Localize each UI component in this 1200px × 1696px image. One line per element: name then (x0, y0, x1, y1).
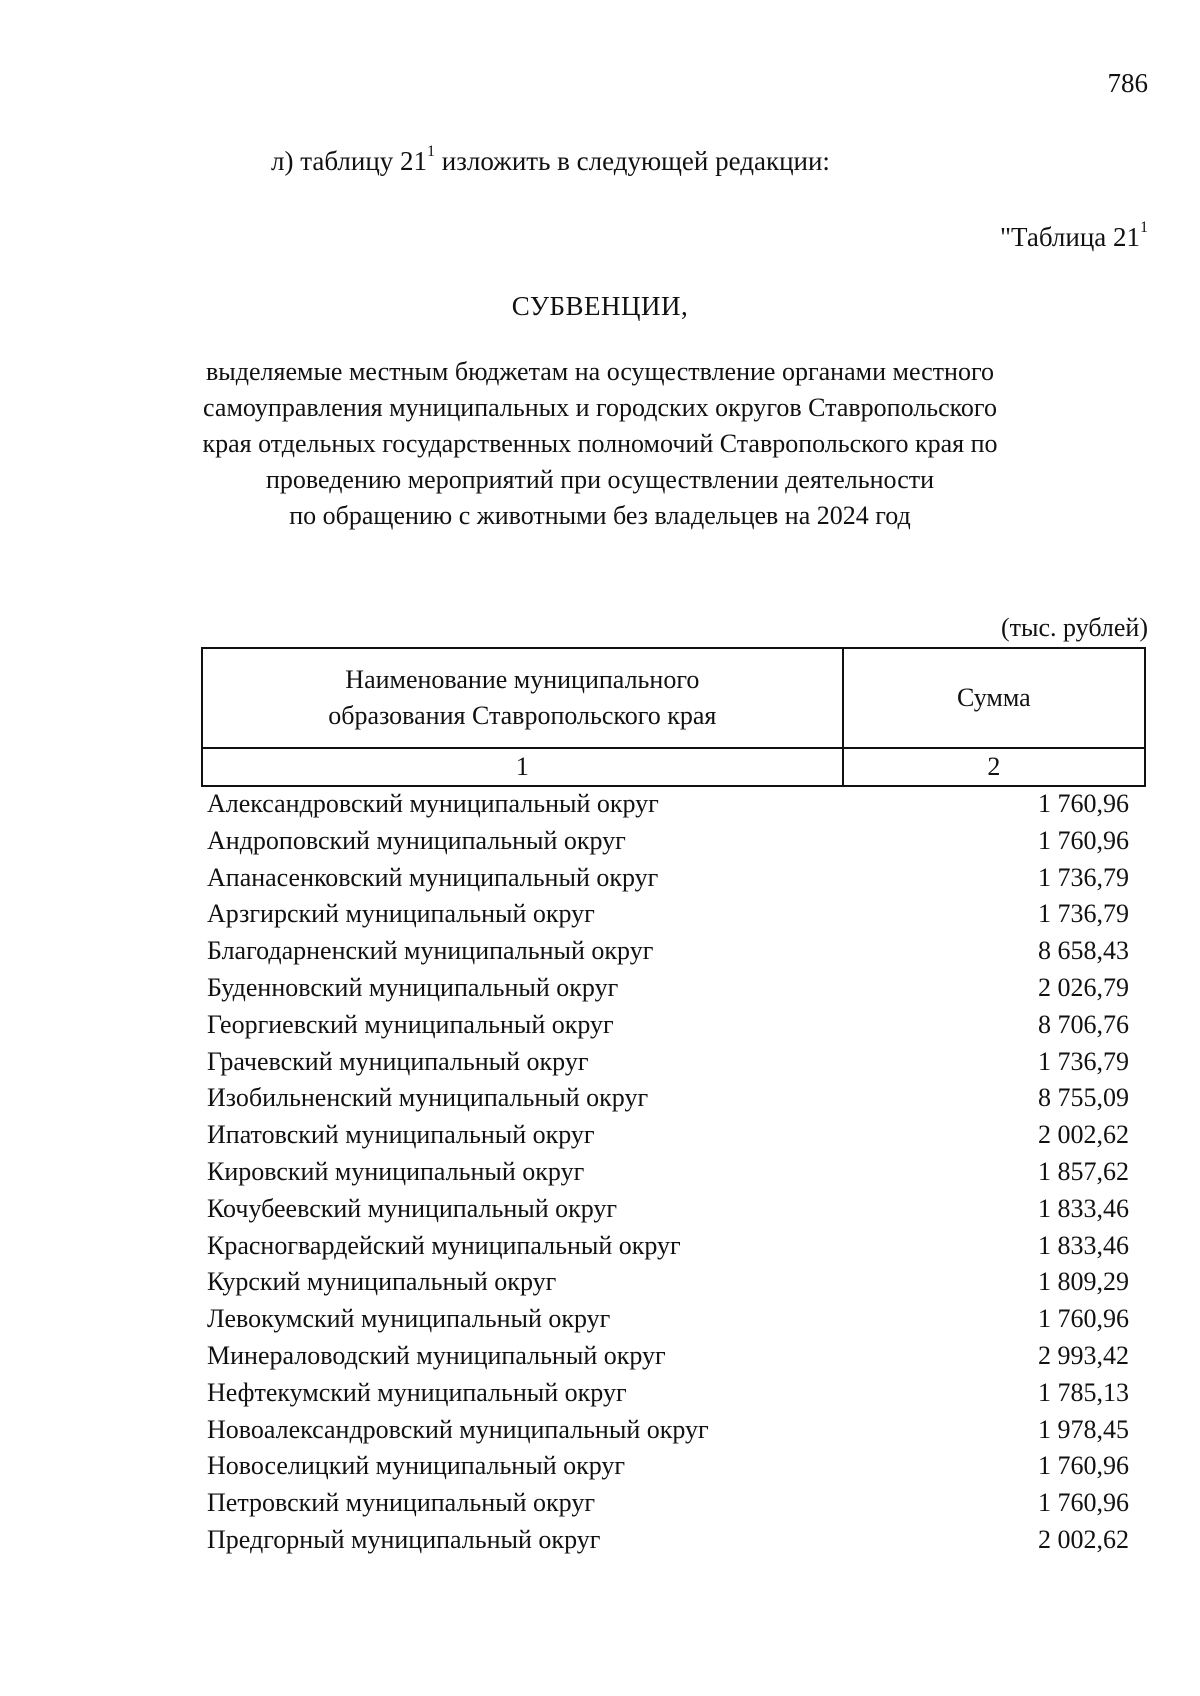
row-value: 1 809,29 (1038, 1267, 1129, 1297)
row-value: 1 760,96 (1038, 1304, 1129, 1334)
table-row (207, 823, 1129, 860)
row-name: Грачевский муниципальный округ (207, 1046, 589, 1076)
table-row (207, 1154, 1129, 1191)
row-value: 8 755,09 (1038, 1083, 1129, 1113)
subtitle-line: проведению мероприятий при осуществлении деятельности (265, 465, 935, 494)
table-row (207, 1228, 1129, 1265)
units-label: (тыс. рублей) (1000, 613, 1148, 642)
row-value: 8 658,43 (1038, 936, 1129, 966)
row-name: Ипатовский муниципальный округ (207, 1120, 595, 1150)
table-row (207, 896, 1129, 933)
row-name: Андроповский муниципальный округ (207, 825, 626, 855)
table-row (207, 1301, 1129, 1338)
subtitle-line: выделяемые местным бюджетам на осуществление органами местного (206, 357, 994, 386)
row-name: Нефтекумский муниципальный округ (207, 1377, 627, 1407)
table-row (207, 1007, 1129, 1044)
header-name-line: образования Ставропольского края (328, 701, 717, 730)
row-name: Александровский муниципальный округ (207, 789, 659, 818)
table-row (207, 1080, 1129, 1117)
row-name: Кировский муниципальный округ (207, 1156, 585, 1186)
row-name: Арзгирский муниципальный округ (207, 899, 595, 929)
row-value: 1 760,96 (1038, 1451, 1129, 1481)
table-row (207, 1264, 1129, 1301)
column-number-2: 2 (843, 748, 1145, 786)
row-value: 1 760,96 (1038, 825, 1129, 855)
subtitle-line: края отдельных государственных полномочий Ставропольского края по (202, 429, 998, 458)
header-name-line: Наименование муниципального (345, 665, 700, 694)
table-row (207, 933, 1129, 970)
intro-text (271, 143, 830, 177)
row-name: Красногвардейский муниципальный округ (207, 1230, 681, 1260)
table-label (1000, 219, 1148, 253)
row-name: Новоселицкий муниципальный округ (207, 1451, 626, 1481)
table-row (207, 1191, 1129, 1228)
row-name: Апанасенковский муниципальный округ (207, 862, 659, 892)
table-row (207, 786, 1129, 823)
row-value: 2 993,42 (1038, 1340, 1129, 1370)
row-name: Предгорный муниципальный округ (207, 1524, 601, 1554)
row-name: Новоалександровский муниципальный округ (207, 1414, 709, 1444)
row-value: 2 002,62 (1038, 1120, 1129, 1150)
header-name-cell (202, 648, 843, 748)
row-name: Курский муниципальный округ (207, 1267, 557, 1297)
row-name: Георгиевский муниципальный округ (207, 1009, 614, 1039)
row-value: 2 002,62 (1038, 1524, 1129, 1554)
table-row (207, 1522, 1129, 1559)
table-body (207, 786, 1129, 1559)
row-name: Благодарненский муниципальный округ (207, 936, 654, 966)
page-number: 786 (1107, 68, 1148, 98)
column-number-1: 1 (202, 748, 843, 786)
row-value: 2 026,79 (1038, 972, 1129, 1002)
subtitle-line: по обращению с животными без владельцев на 2024 год (289, 501, 911, 530)
row-value: 1 857,62 (1038, 1156, 1129, 1186)
table-header (201, 647, 1146, 787)
row-value: 1 736,79 (1038, 862, 1129, 892)
table-row (207, 860, 1129, 897)
intro-superscript: 1 (427, 143, 436, 160)
row-name: Минераловодский муниципальный округ (207, 1340, 666, 1370)
row-value: 1 833,46 (1038, 1230, 1129, 1260)
row-value: 1 978,45 (1038, 1414, 1129, 1444)
table-label-superscript: 1 (1140, 219, 1148, 236)
table-row (207, 1117, 1129, 1154)
table-row (207, 1448, 1129, 1485)
table-label-text: "Таблица 21 (1000, 222, 1140, 252)
row-value: 1 736,79 (1038, 1046, 1129, 1076)
row-value: 1 736,79 (1038, 899, 1129, 929)
row-name: Кочубеевский муниципальный округ (207, 1193, 618, 1223)
table-row (207, 1375, 1129, 1412)
row-value: 1 760,96 (1038, 1488, 1129, 1518)
document-subtitle (0, 354, 1200, 534)
header-sum-cell: Сумма (843, 648, 1145, 748)
table-row (207, 1044, 1129, 1081)
intro-after: изложить в следующей редакции: (435, 146, 830, 176)
table-row (207, 970, 1129, 1007)
row-name: Буденновский муниципальный округ (207, 972, 619, 1002)
row-name: Левокумский муниципальный округ (207, 1304, 611, 1334)
row-value: 1 760,96 (1038, 789, 1129, 818)
intro-before: л) таблицу 21 (271, 146, 428, 176)
row-value: 1 833,46 (1038, 1193, 1129, 1223)
row-value: 8 706,76 (1038, 1009, 1129, 1039)
table-row (207, 1412, 1129, 1449)
table-row (207, 1485, 1129, 1522)
table-row (207, 1338, 1129, 1375)
document-heading: СУБВЕНЦИИ, (511, 291, 689, 321)
row-value: 1 785,13 (1038, 1377, 1129, 1407)
row-name: Петровский муниципальный округ (207, 1488, 595, 1518)
subtitle-line: самоуправления муниципальных и городских округов Ставропольского (203, 393, 997, 422)
row-name: Изобильненский муниципальный округ (207, 1083, 649, 1113)
